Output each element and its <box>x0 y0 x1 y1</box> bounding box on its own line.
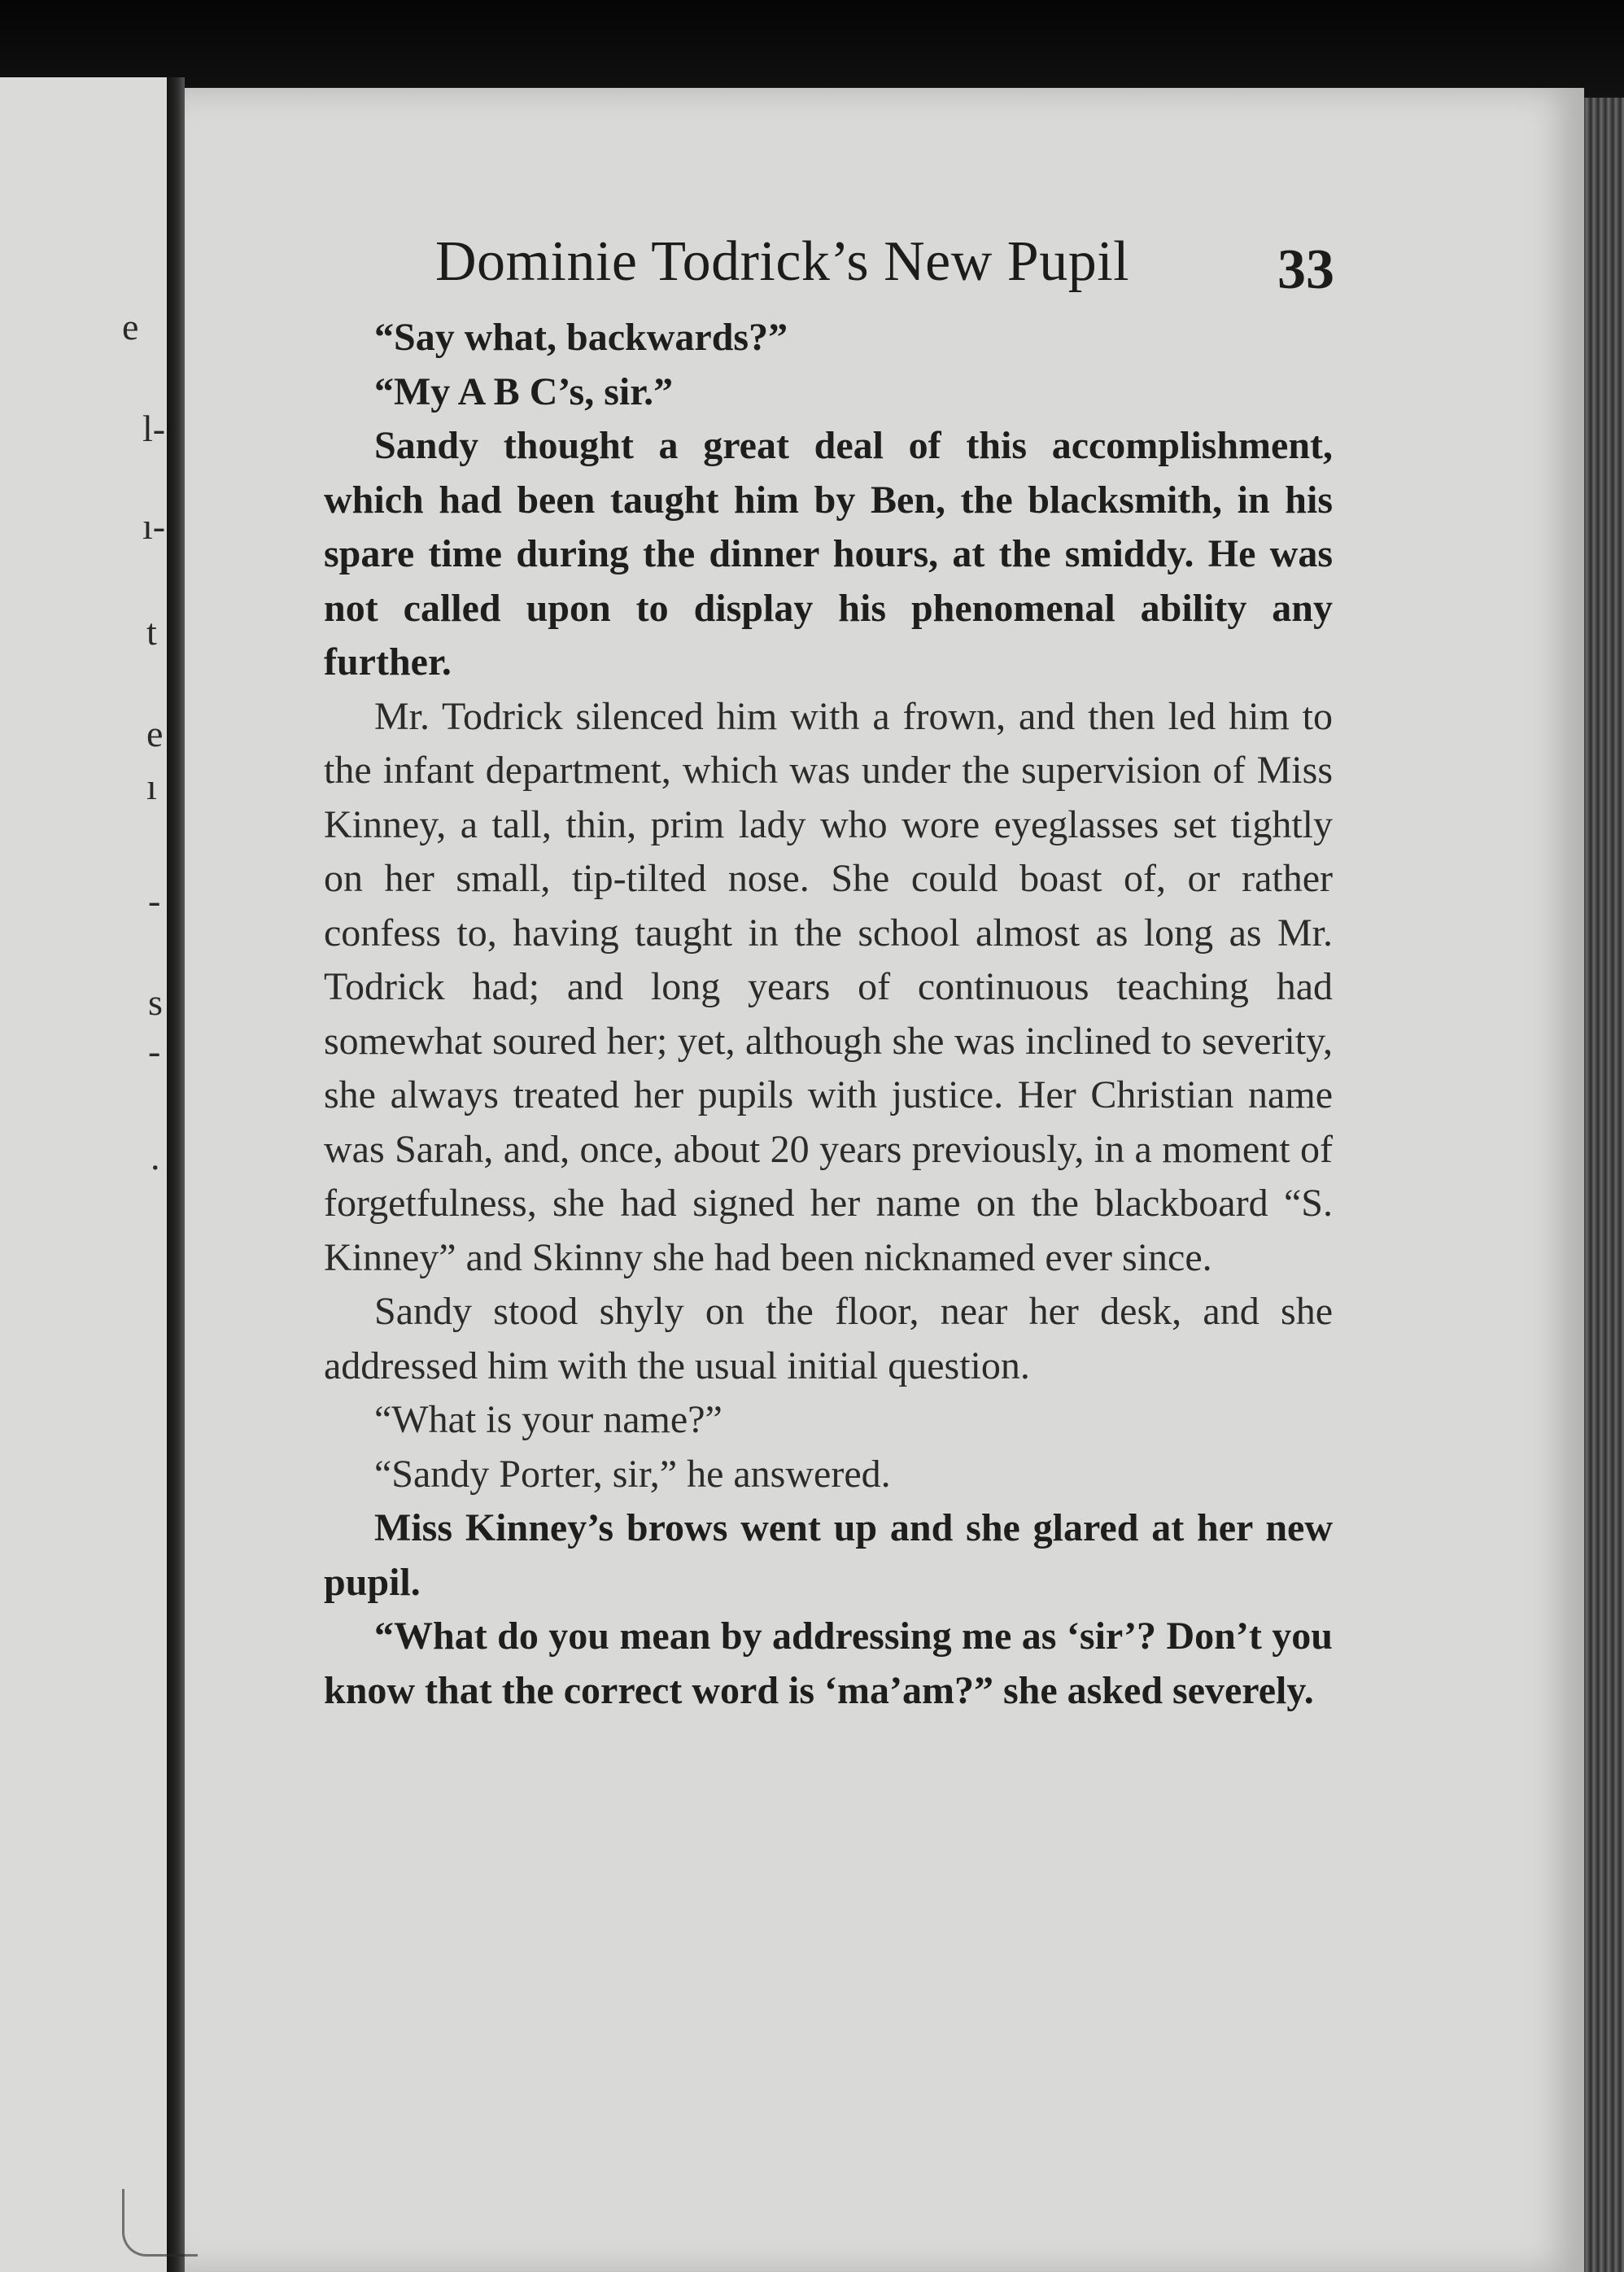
paragraph: “Sandy Porter, sir,” he answered. <box>374 1452 891 1496</box>
paragraph: Sandy stood shyly on the floor, near her desk, and she addressed him with the usual initial question. <box>324 1290 1333 1387</box>
paragraph: “My A B C’s, sir.” <box>374 369 674 413</box>
facing-page-fragment: - <box>148 1030 161 1072</box>
facing-page-fragment: e <box>146 713 164 754</box>
paragraph: “Say what, backwards?” <box>374 316 788 359</box>
running-head: Dominie Todrick’s New Pupil <box>435 230 1130 293</box>
page-corner-mark <box>122 2189 198 2257</box>
facing-page-fragment: s <box>148 981 163 1023</box>
book-gutter <box>167 77 185 2272</box>
page-number: 33 <box>1277 238 1334 301</box>
facing-page-fragment: . <box>151 1136 160 1178</box>
paragraph: Miss Kinney’s brows went up and she glared at her new pupil. <box>324 1506 1333 1604</box>
scan-top-shadow <box>0 0 1624 98</box>
facing-page-fragment: e <box>122 306 139 347</box>
body-text <box>324 311 1333 1718</box>
paragraph: “What do you mean by addressing me as ‘sir’? Don’t you know that the correct word is ‘ma’am?” she asked severely. <box>324 1614 1333 1712</box>
facing-page-fragment: - <box>148 880 161 921</box>
paragraph: Sandy thought a great deal of this accomplishment, which had been taught him by Ben, the blacksmith, in his spare time during the dinner hours, at the smiddy. He was not called upon to display his phenomenal ability any further. <box>324 424 1333 684</box>
paragraph: “What is your name?” <box>374 1398 723 1441</box>
facing-page-fragment: l- <box>142 408 166 449</box>
facing-page-fragment: ı- <box>142 505 166 547</box>
page-edge-stack <box>1584 98 1624 2272</box>
facing-page-fragment: ı <box>146 766 157 807</box>
paragraph: Mr. Todrick silenced him with a frown, and then led him to the infant department, which was under the supervision of Miss Kinney, a tall, thin, prim lady who wore eyeglasses set tightly on her small, tip-tilted nose. She could boast of, or rather confess to, having taught in the school almost as long as Mr. Todrick had; and long years of continuous teaching had somewhat soured her; yet, although she was inclined to severity, she always treated her pupils with justice. Her Christian name was Sarah, and, once, about 20 years previously, in a moment of forgetfulness, she had signed her name on the blackboard “S. Kinney” and Skinny she had been nicknamed ever since. <box>324 694 1333 1279</box>
facing-page-fragment: t <box>146 611 157 653</box>
facing-page <box>0 77 170 2272</box>
